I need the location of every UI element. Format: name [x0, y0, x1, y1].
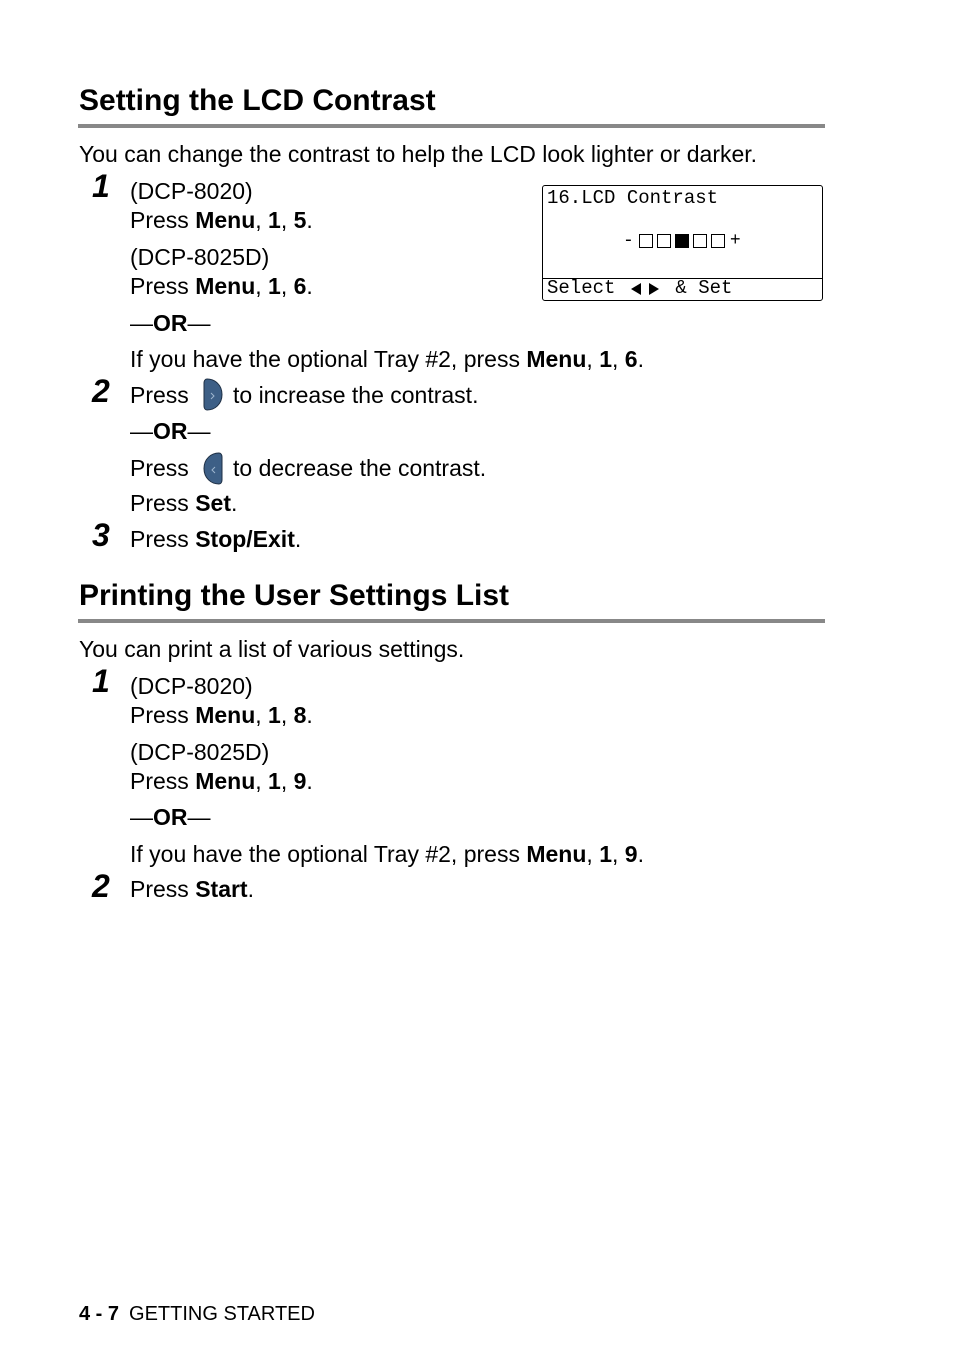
instruction-line: Press Menu, 1, 9. — [130, 768, 313, 794]
contrast-scale — [623, 230, 741, 252]
chapter-name: GETTING STARTED — [129, 1303, 315, 1325]
instruction-line: Press Menu, 1, 8. — [130, 702, 313, 728]
instruction-line: Press Menu, 1, 5. — [130, 207, 313, 233]
decrease-button-icon — [203, 451, 223, 486]
section-rule — [78, 124, 825, 128]
instruction-line: Press Stop/Exit. — [130, 526, 302, 552]
model-label: (DCP-8025D) — [130, 244, 270, 270]
contrast-box-filled — [675, 234, 689, 248]
contrast-box — [639, 234, 653, 248]
section-title-lcd-contrast: Setting the LCD Contrast — [79, 84, 436, 117]
model-label: (DCP-8020) — [130, 673, 253, 699]
left-arrow-icon — [631, 283, 641, 295]
instruction-line: Press — [130, 382, 189, 408]
instruction-line: to decrease the contrast. — [233, 455, 487, 481]
or-separator: —OR— — [130, 418, 211, 444]
step-number: 3 — [92, 517, 110, 553]
lcd-footer-text: Select & Set — [547, 277, 733, 299]
increase-button-icon — [203, 377, 223, 412]
instruction-line: If you have the optional Tray #2, press Menu, 1, 9. — [130, 841, 644, 867]
or-separator: —OR— — [130, 310, 211, 336]
contrast-box — [693, 234, 707, 248]
right-arrow-icon — [649, 283, 659, 295]
or-separator: —OR— — [130, 804, 211, 830]
instruction-line: Press Set. — [130, 490, 238, 516]
lcd-display — [542, 185, 823, 301]
step-number: 1 — [92, 168, 110, 204]
model-label: (DCP-8025D) — [130, 739, 270, 765]
lcd-footer — [543, 278, 822, 300]
instruction-line: If you have the optional Tray #2, press Menu, 1, 6. — [130, 346, 644, 372]
section-rule — [78, 619, 825, 623]
lcd-line-title: 16.LCD Contrast — [547, 187, 719, 209]
instruction-line: Press Start. — [130, 876, 254, 902]
plus-sign: + — [729, 231, 741, 251]
minus-sign: - — [623, 231, 634, 251]
contrast-box — [711, 234, 725, 248]
section-title-user-settings: Printing the User Settings List — [79, 579, 510, 612]
instruction-line: Press — [130, 455, 189, 481]
instruction-line: Press Menu, 1, 6. — [130, 273, 313, 299]
page-number: 4 - 7 — [79, 1303, 120, 1325]
contrast-box — [657, 234, 671, 248]
section-intro: You can change the contrast to help the LCD look lighter or darker. — [79, 141, 758, 167]
step-number: 2 — [92, 868, 110, 904]
section-intro: You can print a list of various settings. — [79, 636, 465, 662]
instruction-line: to increase the contrast. — [233, 382, 479, 408]
page-footer — [79, 1303, 315, 1326]
step-number: 1 — [92, 663, 110, 699]
model-label: (DCP-8020) — [130, 178, 253, 204]
contrast-boxes — [637, 234, 727, 248]
step-number: 2 — [92, 373, 110, 409]
